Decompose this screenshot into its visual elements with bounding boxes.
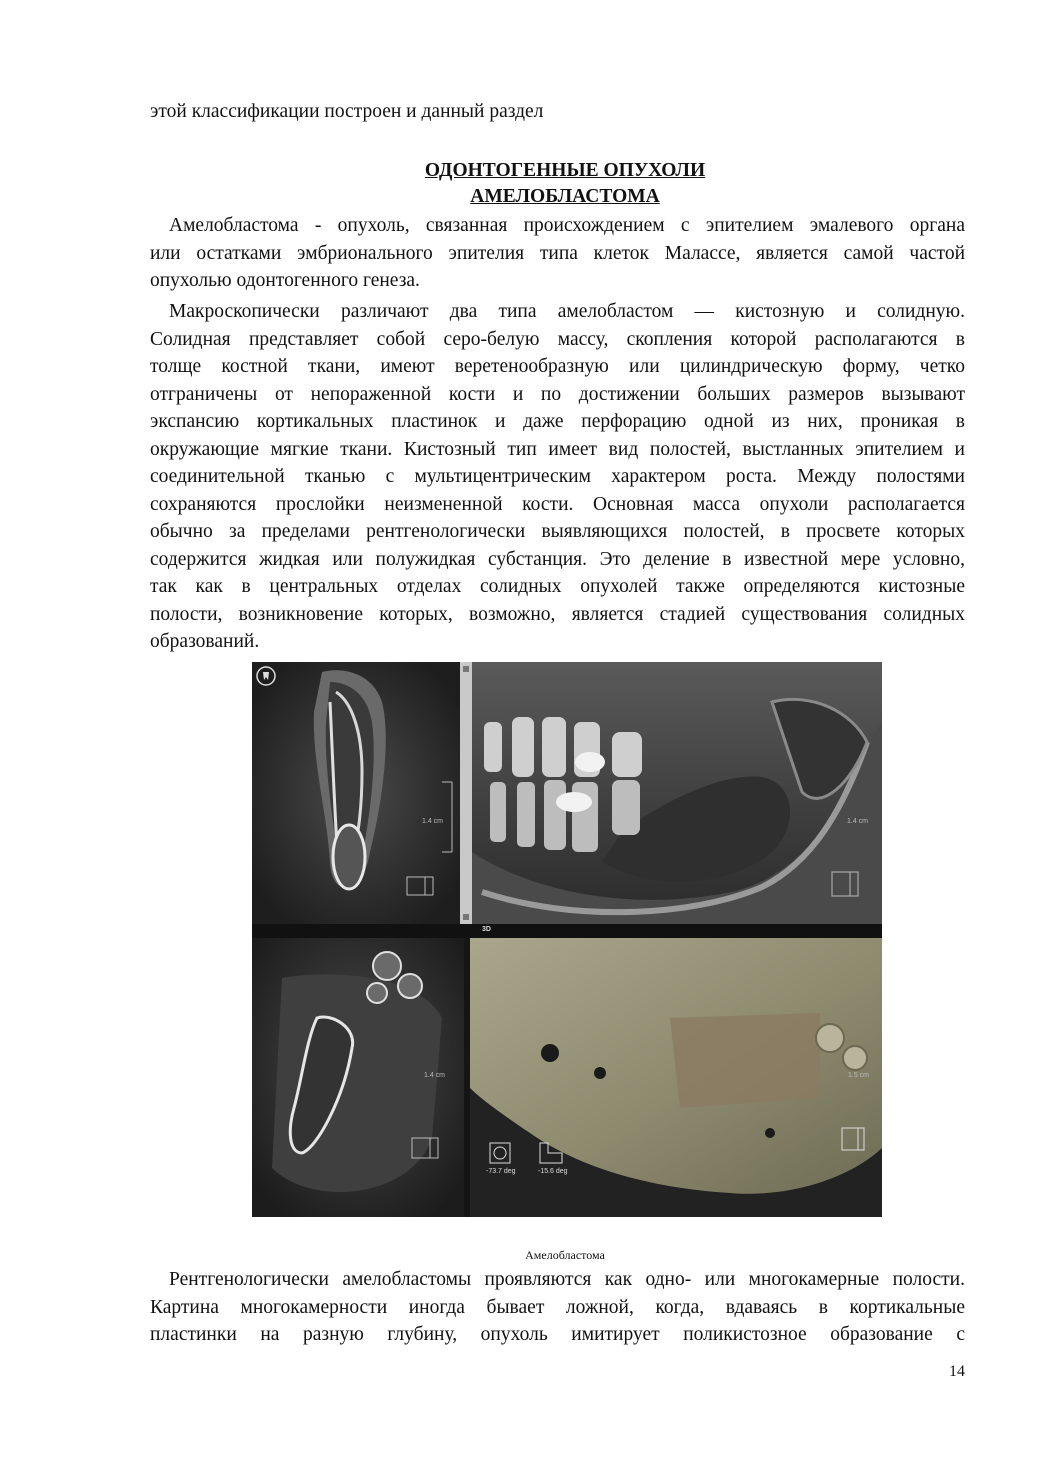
ct-panel-cross-section-bottom xyxy=(252,938,464,1217)
figure-caption: Амелобластома xyxy=(525,1248,605,1262)
section-heading: ОДОНТОГЕННЫЕ ОПУХОЛИ xyxy=(424,160,706,181)
paragraph-line: сохраняются прослойки неизмененной кости. Основная масса опухоли располагается xyxy=(150,493,965,515)
paragraph-line: образований. xyxy=(150,631,260,652)
paragraph-line: экспансию кортикальных пластинок и даже перфорацию одной из них, проникая в xyxy=(150,411,965,432)
top-line: этой классификации построен и данный раздел xyxy=(150,101,544,122)
scroll-up-icon[interactable] xyxy=(463,666,469,672)
scale-label: 1.5 cm xyxy=(848,1072,870,1079)
paragraph-line: соединительной тканью с мультицентрическим характером роста. Между полостями xyxy=(150,466,965,487)
ct-panel-panoramic xyxy=(472,662,882,924)
paragraph-line: отграничены от непораженной кости и по достижении больших размеров вызывают xyxy=(150,383,965,405)
subsection-heading: АМЕЛОБЛАСТОМА xyxy=(470,186,660,207)
panel-divider xyxy=(252,924,882,938)
paragraph-line: полости, возникновение которых, возможно, является стадией существования солидных xyxy=(150,603,965,625)
scroll-down-icon[interactable] xyxy=(463,914,469,920)
paragraph-line: опухолью одонтогенного генеза. xyxy=(150,270,420,291)
paragraph-line: Рентгенологически амелобластомы проявляются как одно- или многокамерные полости. xyxy=(169,1269,965,1290)
paragraph-line: Амелобластома - опухоль, связанная происхождением с эпителием эмалевого органа xyxy=(169,215,965,236)
scale-label: 1.4 cm xyxy=(424,1072,446,1079)
paragraph-line: толще костной ткани, имеют веретенообразную или цилиндрическую форму, четко xyxy=(150,356,965,377)
paragraph-1 xyxy=(150,212,965,295)
ct-3d-render-image xyxy=(470,938,882,1217)
paragraph-line: так как в центральных отделах солидных опухолей также определяются кистозные xyxy=(150,576,965,597)
scale-label: 1.4 cm xyxy=(847,818,869,825)
scale-label: 1.4 cm xyxy=(422,818,444,825)
paragraph-line: или остатками эмбрионального эпителия типа клеток Малассе, является самой частой xyxy=(150,242,965,264)
panel-scrollbar[interactable] xyxy=(460,662,472,924)
paragraph-2 xyxy=(150,298,965,656)
angle-readout-2: -15.6 deg xyxy=(538,1168,568,1175)
paragraph-line: Картина многокамерности иногда бывает ложной, когда, вдаваясь в кортикальные xyxy=(150,1296,965,1318)
ct-panoramic-image xyxy=(472,662,882,924)
paragraph-line: содержится жидкая или полужидкая субстанция. Это деление в известной мере условно, xyxy=(150,548,965,570)
paragraph-line: окружающие мягкие ткани. Кистозный тип имеет вид полостей, выстланных эпителием и xyxy=(150,438,965,460)
ct-panel-3d-render xyxy=(470,938,882,1217)
paragraph-line: Солидная представляет собой серо-белую массу, скопления которой располагаются в xyxy=(150,328,965,350)
paragraph-3 xyxy=(150,1266,965,1349)
ct-scan-figure xyxy=(252,662,882,1217)
paragraph-line: обычно за пределами рентгенологически выявляющихся полостей, в просвете которых xyxy=(150,521,965,542)
ct-cross-section-top-image xyxy=(252,662,460,924)
page-number: 14 xyxy=(949,1363,965,1380)
ct-panel-cross-section-top xyxy=(252,662,460,924)
paragraph-line: Макроскопически различают два типа амелобластом — кистозную и солидную. xyxy=(169,301,965,322)
paragraph-line: пластинки на разную глубину, опухоль имитирует поликистозное образование с xyxy=(150,1324,965,1345)
angle-readout-1: -73.7 deg xyxy=(486,1168,516,1175)
divider-label: 3D xyxy=(482,926,491,933)
